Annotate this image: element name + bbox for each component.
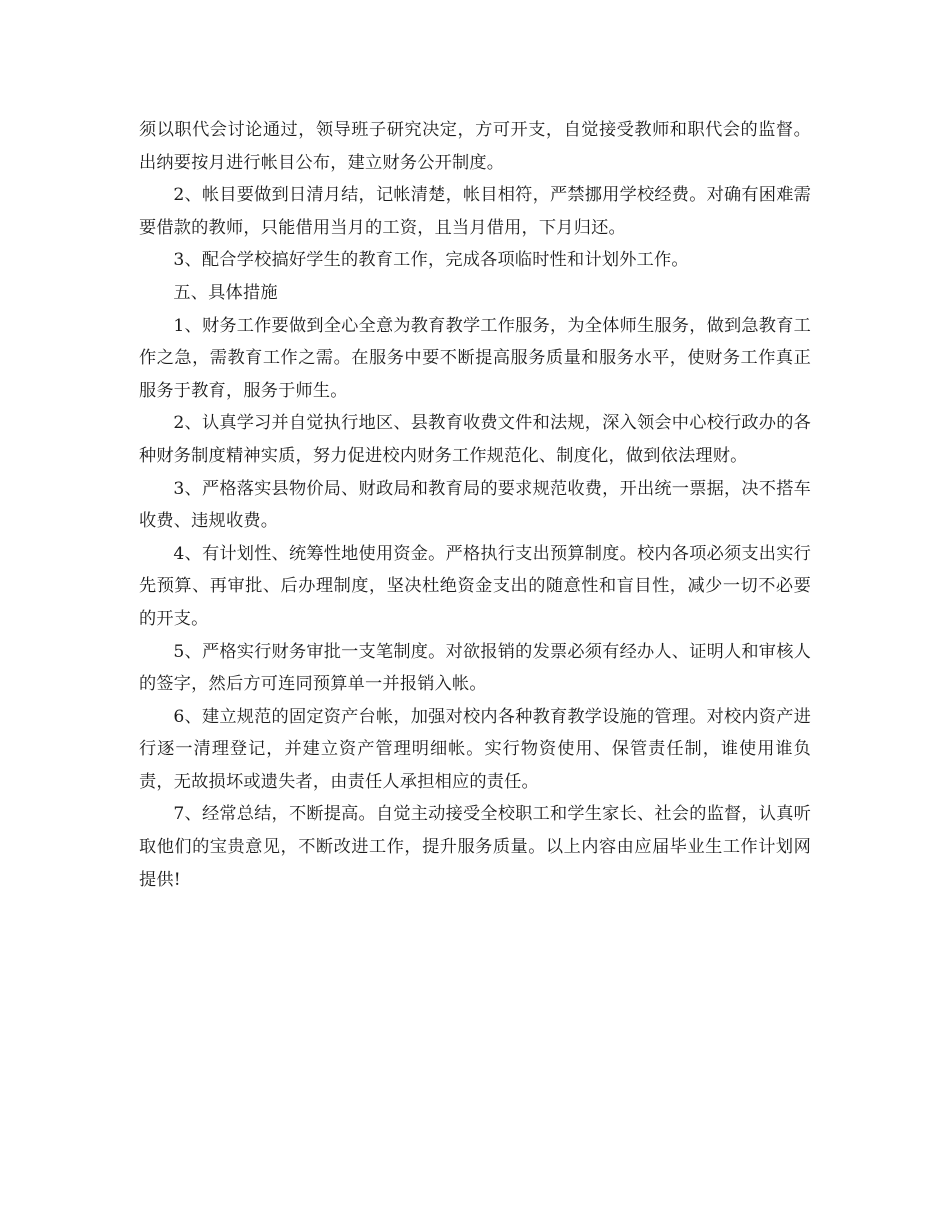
paragraph-item-2-accounts: 2、帐目要做到日清月结，记帐清楚，帐目相符，严禁挪用学校经费。对确有困难需要借款的教师，只能借用当月的工资，且当月借用，下月归还。 — [139, 185, 811, 238]
paragraph-measure-5: 5、严格实行财务审批一支笔制度。对欲报销的发票必须有经办人、证明人和审核人的签字，然后方可连同预算单一并报销入帐。 — [139, 641, 811, 695]
paragraph-measure-3: 3、严格落实县物价局、财政局和教育局的要求规范收费，开出统一票据，决不搭车收费、违规收费。 — [139, 478, 811, 532]
paragraph-continuation: 须以职代会讨论通过，领导班子研究决定，方可开支，自觉接受教师和职代会的监督。出纳要按月进行帐目公布，建立财务公开制度。 — [139, 120, 811, 173]
section-heading-measures: 五、具体措施 — [173, 282, 278, 303]
paragraph-measure-6: 6、建立规范的固定资产台帐，加强对校内各种教育教学设施的管理。对校内资产进行逐一清理登记，并建立资产管理明细帐。实行物资使用、保管责任制，谁使用谁负责，无故损坏或遗失者，由责任人承担相应的责任。 — [139, 706, 811, 792]
paragraph-item-3-education: 3、配合学校搞好学生的教育工作，完成各项临时性和计划外工作。 — [173, 250, 689, 271]
paragraph-measure-2: 2、认真学习并自觉执行地区、县教育收费文件和法规，深入领会中心校行政办的各种财务制度精神实质，努力促进校内财务工作规范化、制度化，做到依法理财。 — [139, 413, 811, 466]
document-page — [139, 114, 811, 896]
paragraph-measure-1: 1、财务工作要做到全心全意为教育教学工作服务，为全体师生服务，做到急教育工作之急，需教育工作之需。在服务中要不断提高服务质量和服务水平，使财务工作真正服务于教育，服务于师生。 — [139, 315, 811, 401]
paragraph-measure-7: 7、经常总结，不断提高。自觉主动接受全校职工和学生家长、社会的监督，认真听取他们的宝贵意见，不断改进工作，提升服务质量。以上内容由应届毕业生工作计划网提供! — [139, 804, 811, 890]
paragraph-measure-4: 4、有计划性、统筹性地使用资金。严格执行支出预算制度。校内各项必须支出实行先预算、再审批、后办理制度，坚决杜绝资金支出的随意性和盲目性，减少一切不必要的开支。 — [139, 543, 811, 629]
